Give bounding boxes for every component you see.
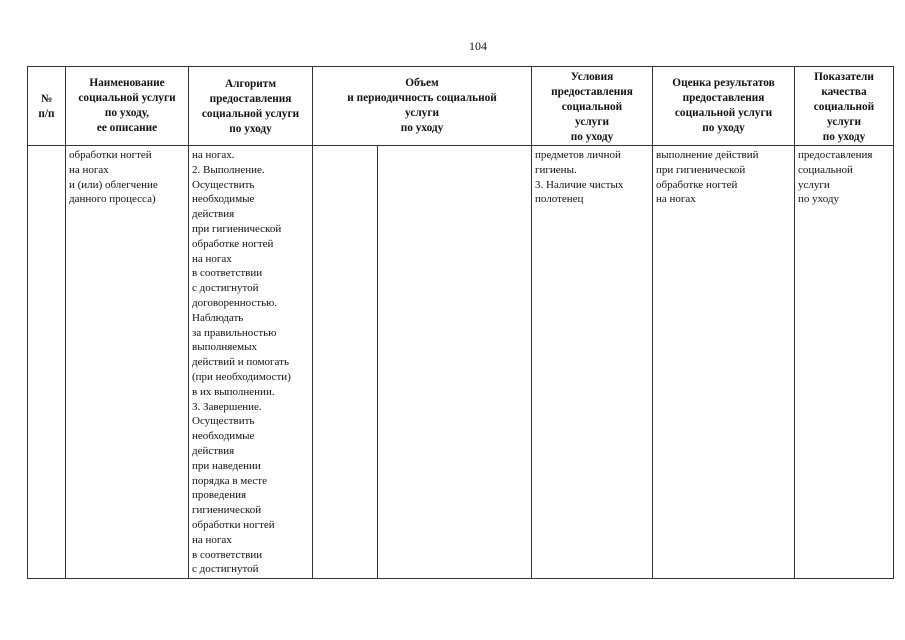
cell-volume-left-text xyxy=(313,146,377,580)
header-conditions xyxy=(532,67,653,146)
table-header-row xyxy=(28,67,894,146)
cell-algorithm-text: на ногах. 2. Выполнение. Осуществить необходимые действия при гигиенической обработке ногтей на ногах в соответствии с достигнутой договоренностью. Наблюдать за правильностью выполняемых действий и помогать (при необходимости) в их выполнении. 3. Завершение. Осуществить необходимые действия при наведении порядка в месте проведения гигиенической обработки ногтей на ногах в соответствии с достигнутой xyxy=(192,149,291,576)
header-service-name-text: Наименование социальной услуги по уходу, ее описание xyxy=(78,77,176,134)
cell-quality-text: предоставления социальной услуги по уходу xyxy=(798,149,873,206)
cell-volume-left xyxy=(313,146,378,578)
header-quality-text: Показатели качества социальной услуги по уходу xyxy=(813,70,875,143)
header-number xyxy=(28,67,66,146)
cell-number xyxy=(28,146,66,579)
cell-evaluation xyxy=(653,146,795,579)
cell-volume-right xyxy=(378,146,531,578)
cell-number-text xyxy=(28,146,65,148)
header-volume-text: Объем и периодичность социальной услуги по уходу xyxy=(347,77,497,134)
cell-conditions-text: предметов личной гигиены. 3. Наличие чистых полотенец xyxy=(535,149,624,206)
cell-evaluation-text: выполнение действий при гигиенической обработке ногтей на ногах xyxy=(656,149,759,206)
header-algorithm xyxy=(189,67,313,146)
cell-conditions xyxy=(532,146,653,579)
header-quality xyxy=(795,67,894,146)
cell-service-name xyxy=(66,146,189,579)
cell-quality xyxy=(795,146,894,579)
care-services-table xyxy=(27,66,894,579)
header-algorithm-text: Алгоритм предоставления социальной услуги по уходу xyxy=(201,78,300,135)
header-evaluation-text: Оценка результатов предоставления социальной услуги по уходу xyxy=(672,77,775,134)
cell-volume-right-text xyxy=(378,146,531,580)
header-number-text: № п/п xyxy=(38,93,55,120)
cell-service-name-text: обработки ногтей на ногах и (или) облегчение данного процесса) xyxy=(69,149,158,206)
cell-volume xyxy=(313,146,532,579)
cell-algorithm xyxy=(189,146,313,579)
header-volume xyxy=(313,67,532,146)
table-row xyxy=(28,146,894,579)
header-evaluation xyxy=(653,67,795,146)
page-number: 104 xyxy=(469,39,487,53)
header-conditions-text: Условия предоставления социальной услуги по уходу xyxy=(551,70,633,143)
header-service-name xyxy=(66,67,189,146)
volume-split xyxy=(313,146,531,578)
